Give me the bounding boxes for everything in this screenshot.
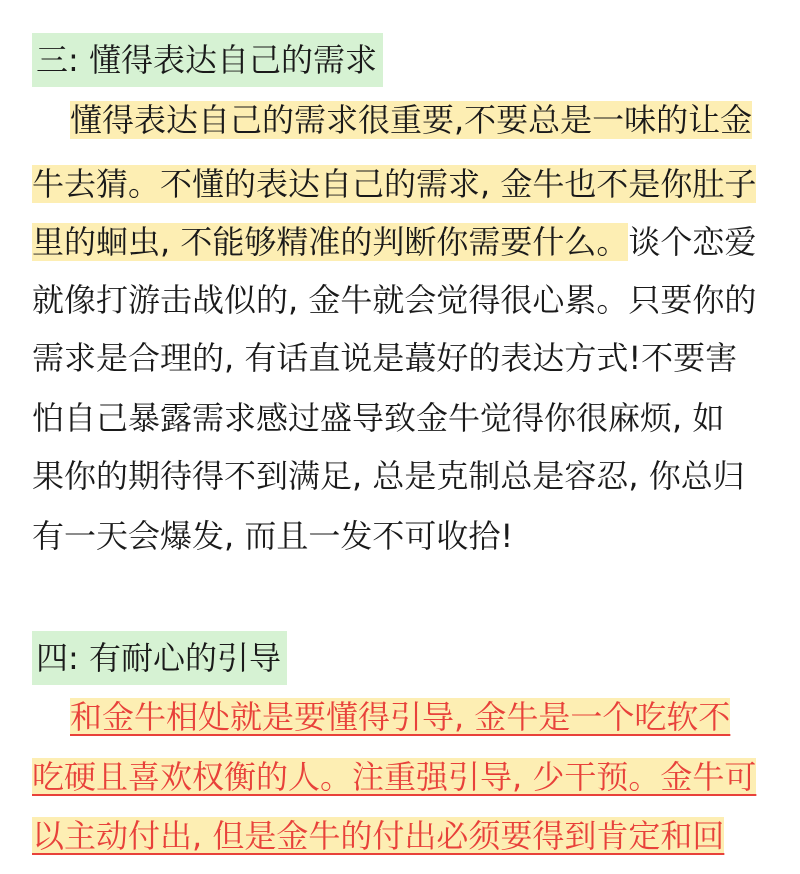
plain-text: 有一天会爆发, 而且一发不可收拾!: [32, 517, 514, 555]
paragraph-line: [32, 812, 724, 860]
plain-text: 怕自己暴露需求感过盛导致金牛觉得你很麻烦, 如: [32, 399, 725, 437]
plain-text: 就像打游击战似的, 金牛就会觉得很心累。只要你的: [32, 281, 757, 319]
plain-text: 果你的期待得不到满足, 总是克制总是容忍, 你总归: [32, 457, 745, 495]
plain-text: 需求是合理的, 有话直说是蕞好的表达方式!不要害: [32, 339, 738, 377]
highlighted-text: 懂得表达自己的需求很重要,不要总是一味的让金: [70, 101, 753, 139]
section-3-heading: 三: 懂得表达自己的需求: [32, 33, 383, 87]
paragraph-line: [32, 452, 745, 500]
plain-text: 谈个恋爱: [628, 223, 757, 261]
section-4-heading: 四: 有耐心的引导: [32, 631, 287, 685]
paragraph-line: [70, 693, 730, 741]
paragraph-line: [32, 512, 513, 560]
highlighted-underlined-text: 和金牛相处就是要懂得引导, 金牛是一个吃软不: [70, 698, 731, 736]
paragraph-line: [70, 96, 752, 144]
paragraph-line: [32, 334, 737, 382]
paragraph-line: [32, 276, 756, 324]
paragraph-line: [32, 394, 724, 442]
paragraph-line: [32, 753, 756, 801]
paragraph-line: [32, 160, 756, 208]
paragraph-line: [32, 218, 756, 266]
highlighted-underlined-text: 以主动付出, 但是金牛的付出必须要得到肯定和回: [32, 817, 725, 855]
highlighted-text: 牛去猜。不懂的表达自己的需求, 金牛也不是你肚子: [32, 165, 757, 203]
highlighted-underlined-text: 吃硬且喜欢权衡的人。注重强引导, 少干预。金牛可: [32, 758, 757, 796]
highlighted-text: 里的蛔虫, 不能够精准的判断你需要什么。: [32, 223, 629, 261]
